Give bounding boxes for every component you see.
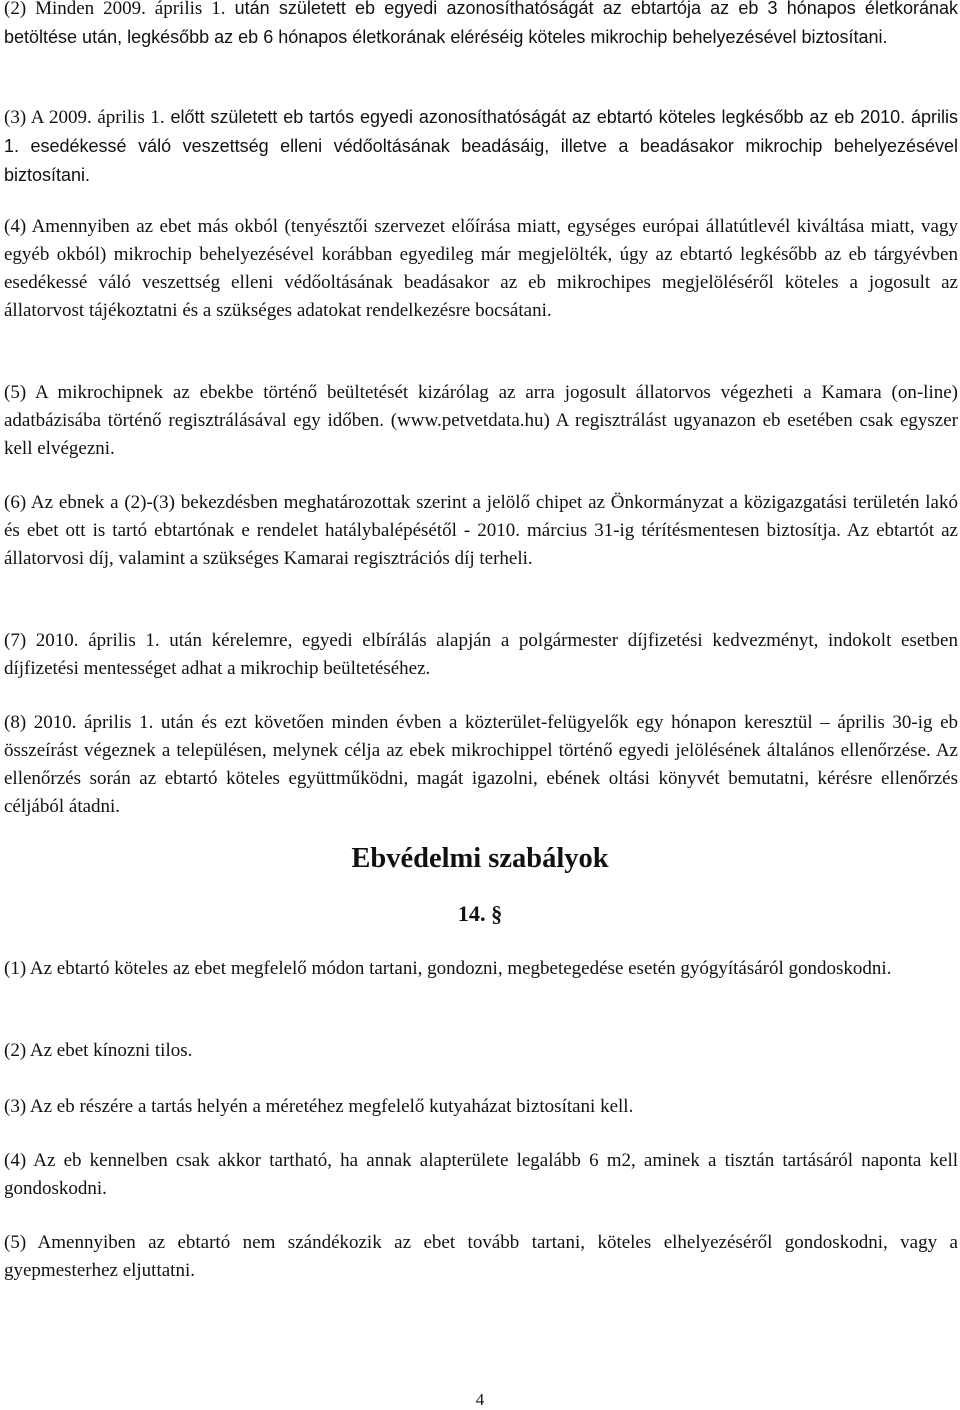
section-14-paragraph-1: (1) Az ebtartó köteles az ebet megfelelő módon tartani, gondozni, megbetegedése esetén gyógyításáról gondoskodni. (4, 958, 892, 979)
paragraph-2-prefix: (2) Minden 2009. április 1. (4, 0, 226, 19)
section-14-paragraph-2: (2) Az ebet kínozni tilos. (4, 1040, 193, 1061)
section-14-paragraph-4: (4) Az eb kennelben csak akkor tartható, ha annak alapterülete legalább 6 m2, aminek a tisztán tartásáról naponta kell gondoskodni. (4, 1150, 958, 1199)
section-title: Ebvédelmi szabályok (351, 843, 609, 874)
paragraph-2-text: után született eb egyedi azonosíthatóságát az ebtartója az eb 3 hónapos életkorának betöltése után, legkésőbb az eb 6 hónapos életkorának eléréséig köteles mikrochip behelyezésével biztosítani. (4, 0, 958, 47)
section-number: 14. § (457, 901, 503, 926)
page-number: 4 (475, 1390, 485, 1409)
paragraph-3 (4, 103, 958, 190)
paragraph-3-text: előtt született eb tartós egyedi azonosíthatóságát az ebtartó köteles legkésőbb az eb 2010. április 1. esedékessé váló veszettség elleni védőoltásának beadásáig, illetve a beadásakor mikrochip behelyezésével biztosítani. (4, 107, 958, 185)
paragraph-2 (4, 0, 958, 52)
paragraph-8: (8) 2010. április 1. után és ezt követően minden évben a közterület-felügyelők egy hónapon keresztül – április 30-ig eb összeírást végeznek a településen, melynek célja az ebek mikrochippel történő egyedi jelölésének általános ellenőrzése. Az ellenőrzés során az ebtartó köteles együttműködni, magát igazolni, ebének oltási könyvét bemutatni, kérésre ellenőrzés céljából átadni. (4, 712, 958, 817)
paragraph-7: (7) 2010. április 1. után kérelemre, egyedi elbírálás alapján a polgármester díjfizetési kedvezményt, indokolt esetben díjfizetési mentességet adhat a mikrochip beültetéséhez. (4, 630, 958, 679)
section-14-paragraph-3: (3) Az eb részére a tartás helyén a méretéhez megfelelő kutyaházat biztosítani kell. (4, 1096, 634, 1117)
paragraph-6: (6) Az ebnek a (2)-(3) bekezdésben meghatározottak szerint a jelölő chipet az Önkormányzat a közigazgatási területén lakó és ebet ott is tartó ebtartónak e rendelet hatálybalépésétől - 2010. március 31-ig térítésmentesen biztosítja. Az ebtartót az állatorvosi díj, valamint a szükséges Kamarai regisztrációs díj terheli. (4, 492, 958, 569)
paragraph-3-prefix: (3) A 2009. április 1. (4, 107, 165, 128)
section-14-paragraph-5: (5) Amennyiben az ebtartó nem szándékozik az ebet tovább tartani, köteles elhelyezéséről gondoskodni, vagy a gyepmesterhez eljuttatni. (4, 1232, 958, 1281)
paragraph-4: (4) Amennyiben az ebet más okból (tenyésztői szervezet előírása miatt, egységes európai állatútlevél kiváltása miatt, vagy egyéb okból) mikrochip behelyezésével korábban egyedileg már megjelölték, úgy az ebtartó legkésőbb az eb tárgyévben esedékessé váló veszettség elleni védőoltásának beadásakor az eb mikrochipes megjelöléséről köteles a jogosult az állatorvost tájékoztatni és a szükséges adatokat rendelkezésre bocsátani. (4, 216, 958, 321)
paragraph-5: (5) A mikrochipnek az ebekbe történő beültetését kizárólag az arra jogosult állatorvos végezheti a Kamara (on-line) adatbázisába történő regisztrálásával egy időben. (www.petvetdata.hu) A regisztrálást ugyanazon eb esetében csak egyszer kell elvégezni. (4, 382, 958, 459)
